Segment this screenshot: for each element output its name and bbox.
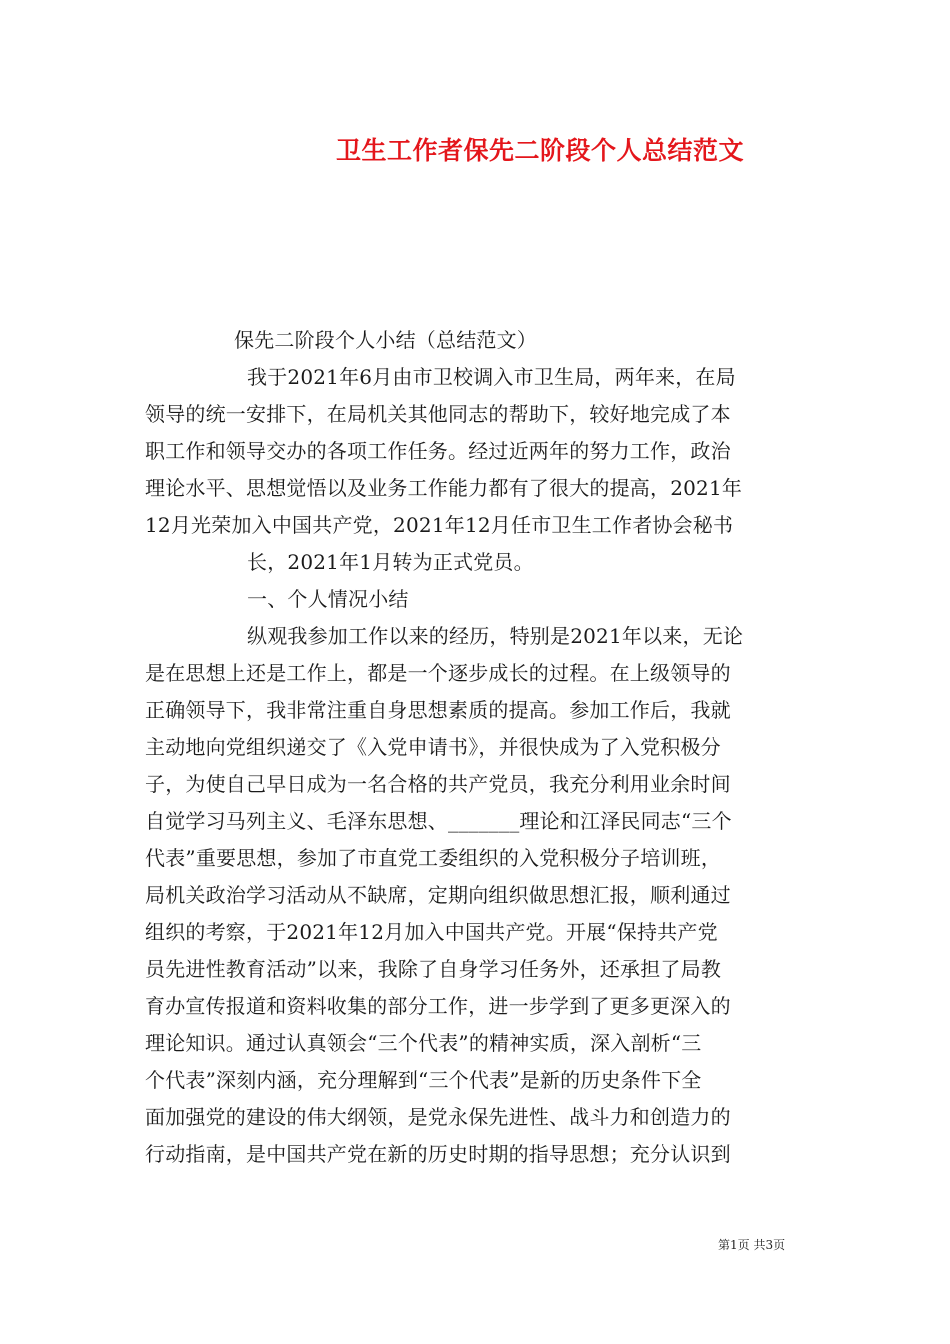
intro-line: 我于2021年6月由市卫校调入市卫生局，两年来，在局: [247, 365, 736, 389]
section-line: 行动指南，是中国共产党在新的历史时期的指导思想；充分认识到: [145, 1142, 731, 1166]
section-heading: 一、个人情况小结: [247, 587, 409, 611]
section-line: 个代表”深刻内涵，充分理解到“三个代表”是新的历史条件下全: [145, 1068, 702, 1092]
document-title: 卫生工作者保先二阶段个人总结范文: [335, 136, 744, 165]
page-number: 第1页 共3页: [718, 1238, 786, 1252]
section-line: 组织的考察，于2021年12月加入中国共产党。开展“保持共产党: [145, 920, 718, 944]
section-line: 育办宣传报道和资料收集的部分工作，进一步学到了更多更深入的: [145, 994, 731, 1018]
section-line: 代表”重要思想，参加了市直党工委组织的入党积极分子培训班，: [145, 846, 722, 870]
section-line: 面加强党的建设的伟大纲领，是党永保先进性、战斗力和创造力的: [145, 1105, 731, 1129]
section-line: 理论知识。通过认真领会“三个代表”的精神实质，深入剖析“三: [145, 1031, 702, 1055]
section-line: 子，为使自己早日成为一名合格的共产党员，我充分利用业余时间: [145, 772, 731, 796]
section-line: 是在思想上还是工作上，都是一个逐步成长的过程。在上级领导的: [145, 661, 731, 685]
section-line: 正确领导下，我非常注重自身思想素质的提高。参加工作后，我就: [145, 698, 731, 722]
intro-line: 职工作和领导交办的各项工作任务。经过近两年的努力工作，政治: [145, 439, 731, 463]
section-line: 纵观我参加工作以来的经历，特别是2021年以来，无论: [247, 624, 744, 648]
section-line: 局机关政治学习活动从不缺席，定期向组织做思想汇报，顺利通过: [145, 883, 731, 907]
intro-line: 长，2021年1月转为正式党员。: [247, 550, 534, 574]
section-line: 自觉学习马列主义、毛泽东思想、_______理论和江泽民同志“三个: [145, 809, 732, 833]
section-line: 主动地向党组织递交了《入党申请书》，并很快成为了入党积极分: [145, 735, 721, 759]
intro-line: 理论水平、思想觉悟以及业务工作能力都有了很大的提高，2021年: [145, 476, 743, 500]
section-line: 员先进性教育活动”以来，我除了自身学习任务外，还承担了局教: [145, 957, 722, 981]
document-subtitle: 保先二阶段个人小结（总结范文）: [234, 328, 537, 352]
intro-line: 领导的统一安排下，在局机关其他同志的帮助下，较好地完成了本: [145, 402, 731, 426]
intro-line: 12月光荣加入中国共产党，2021年12月任市卫生工作者协会秘书: [145, 513, 734, 537]
